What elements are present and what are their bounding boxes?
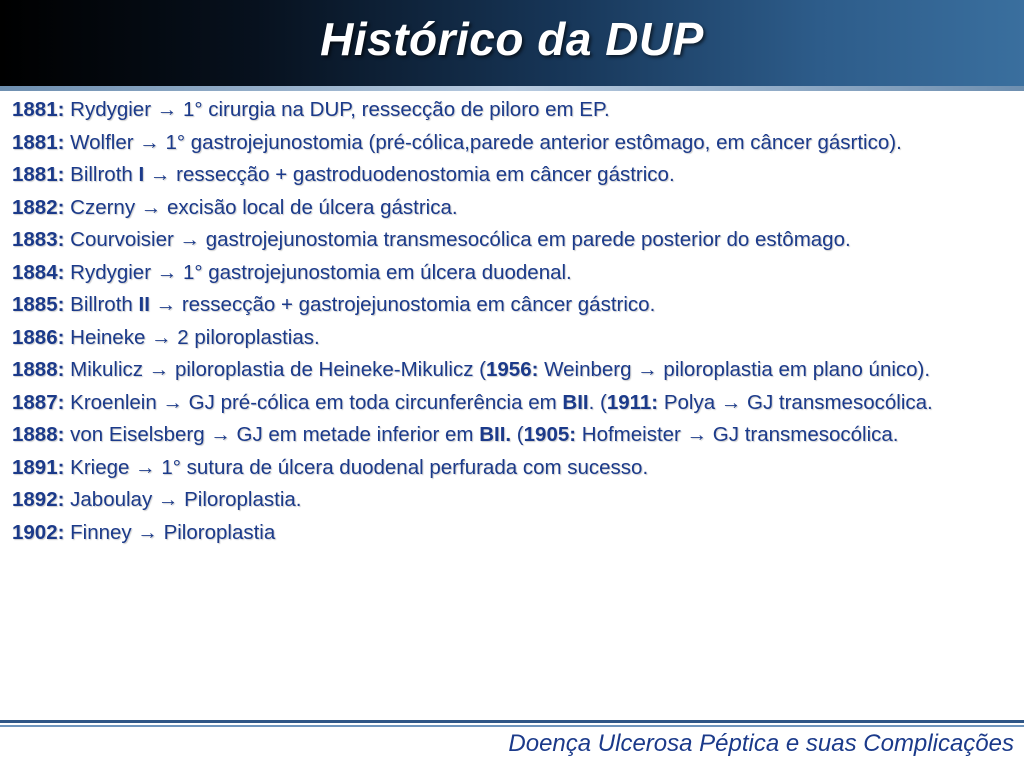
entry-bold-term: BII. — [479, 423, 512, 446]
entry-surgeon: Czerny — [70, 195, 136, 219]
entry-description: 1° gastrojejunostomia (pré-cólica,parede anterior estômago, em câncer gásrtico). — [165, 130, 902, 154]
entry-surgeon: Jaboulay — [70, 488, 153, 511]
entry-surgeon: Kriege — [70, 455, 130, 479]
entry-year: 1881: — [12, 163, 65, 186]
entry-description: Piloroplastia. — [184, 488, 302, 511]
entry-description: piloroplastia de Heineke-Mikulicz ( — [174, 358, 486, 381]
entry-description: Piloroplastia — [163, 520, 276, 544]
arrow-icon: → — [637, 358, 658, 381]
entry-sub-surgeon: Weinberg — [544, 358, 632, 381]
entry-punctuation: ( — [511, 423, 524, 446]
arrow-icon: → — [156, 260, 178, 284]
history-entry — [12, 486, 1016, 514]
arrow-icon: → — [162, 390, 183, 414]
history-entry — [12, 421, 1016, 449]
entry-sub-year: 1905: — [523, 423, 577, 446]
footer-caption: Doença Ulcerosa Péptica e suas Complicações — [508, 730, 1014, 757]
entry-punctuation: . ( — [588, 390, 607, 414]
footer-divider — [0, 720, 1024, 723]
entry-sub-description: GJ transmesocólica. — [747, 390, 933, 414]
entry-description: 1° cirurgia na DUP, ressecção de piloro em EP. — [182, 98, 610, 121]
entry-surgeon: von Eiselsberg — [70, 423, 205, 446]
arrow-icon: → — [179, 228, 201, 251]
arrow-icon: → — [151, 325, 172, 349]
arrow-icon: → — [210, 423, 231, 446]
entry-surgeon-suffix: I — [138, 163, 145, 186]
entry-surgeon: Rydygier — [70, 260, 152, 284]
entry-sub-description: GJ transmesocólica. — [712, 423, 899, 446]
entry-sub-surgeon: Polya — [663, 390, 716, 414]
entry-year: 1892: — [12, 488, 65, 511]
entry-year: 1886: — [12, 325, 65, 349]
entry-surgeon: Billroth — [70, 293, 133, 316]
entry-year: 1888: — [12, 423, 65, 446]
history-entry — [12, 226, 1016, 254]
entry-year: 1902: — [12, 520, 65, 544]
entry-sub-year: 1911: — [606, 390, 659, 414]
arrow-icon: → — [148, 358, 170, 381]
arrow-icon: → — [720, 390, 742, 414]
arrow-icon: → — [155, 293, 177, 316]
entry-surgeon: Courvoisier — [70, 228, 174, 251]
entry-surgeon: Billroth — [70, 163, 133, 186]
entry-surgeon-suffix: II — [138, 293, 150, 316]
entry-description: 1° sutura de úlcera duodenal perfurada com sucesso. — [161, 455, 649, 479]
entry-year: 1882: — [12, 195, 65, 219]
entry-bold-term: BII — [562, 390, 589, 414]
entry-year: 1887: — [12, 390, 65, 414]
entry-description: 2 piloroplastias. — [177, 325, 320, 349]
title-divider — [0, 86, 1024, 91]
entry-description: gastrojejunostomia transmesocólica em parede posterior do estômago. — [205, 228, 851, 251]
footer-divider-accent — [0, 725, 1024, 727]
history-entry — [12, 519, 1016, 547]
title-bar — [0, 0, 1024, 86]
entry-sub-year: 1956: — [486, 358, 539, 381]
entry-surgeon: Kroenlein — [70, 390, 157, 414]
history-entry — [12, 129, 1016, 157]
history-entry — [12, 161, 1016, 189]
history-entry — [12, 454, 1016, 482]
entry-description: GJ em metade inferior em — [236, 423, 474, 446]
entry-year: 1885: — [12, 293, 65, 316]
entry-year: 1881: — [12, 98, 65, 121]
entry-year: 1881: — [12, 130, 65, 154]
entry-sub-description: piloroplastia em plano único). — [663, 358, 931, 381]
arrow-icon: → — [137, 520, 158, 544]
history-entry — [12, 389, 1016, 417]
entry-description: 1° gastrojejunostomia em úlcera duodenal. — [182, 260, 572, 284]
entry-description: ressecção + gastrojejunostomia em câncer gástrico. — [181, 293, 656, 316]
arrow-icon: → — [157, 488, 179, 511]
arrow-icon: → — [156, 98, 178, 121]
history-list — [12, 96, 1016, 551]
entry-surgeon: Heineke — [70, 325, 146, 349]
entry-sub-surgeon: Hofmeister — [581, 423, 681, 446]
arrow-icon: → — [686, 423, 708, 446]
entry-year: 1883: — [12, 228, 65, 251]
slide-title: Histórico da DUP — [320, 13, 704, 65]
entry-description: excisão local de úlcera gástrica. — [166, 195, 458, 219]
entry-surgeon: Rydygier — [70, 98, 152, 121]
entry-year: 1888: — [12, 358, 65, 381]
entry-surgeon: Mikulicz — [70, 358, 144, 381]
arrow-icon: → — [139, 130, 160, 154]
entry-year: 1884: — [12, 260, 65, 284]
arrow-icon: → — [149, 163, 171, 186]
arrow-icon: → — [140, 195, 162, 219]
history-entry — [12, 356, 1016, 384]
entry-surgeon: Wolfler — [70, 130, 134, 154]
arrow-icon: → — [135, 455, 156, 479]
history-entry — [12, 259, 1016, 287]
history-entry — [12, 194, 1016, 222]
entry-year: 1891: — [12, 455, 65, 479]
entry-description: GJ pré-cólica em toda circunferência em — [188, 390, 557, 414]
history-entry — [12, 324, 1016, 352]
history-entry — [12, 96, 1016, 124]
entry-surgeon: Finney — [70, 520, 132, 544]
entry-description: ressecção + gastroduodenostomia em câncer gástrico. — [176, 163, 675, 186]
history-entry — [12, 291, 1016, 319]
